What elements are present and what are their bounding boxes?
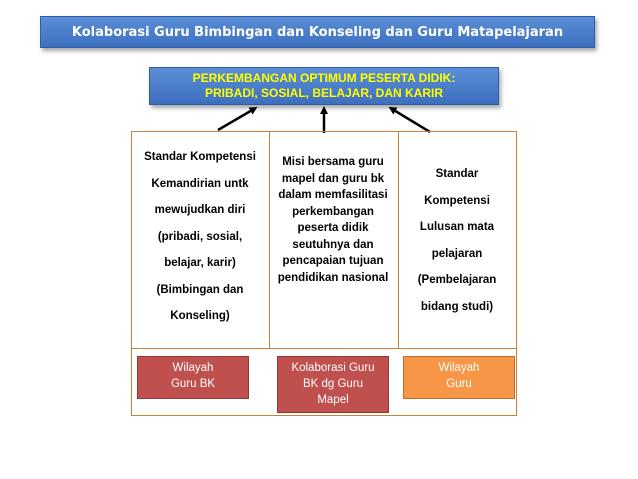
column-bk-line: Standar Kompetensi bbox=[144, 151, 256, 163]
column-bk-line: Kemandirian untk bbox=[151, 177, 249, 190]
slide-title-text: Kolaborasi Guru Bimbingan dan Konseling dan Guru Matapelajaran bbox=[71, 24, 564, 40]
column-shared-line: seutuhnya dan bbox=[292, 238, 374, 251]
column-bk-line: (pribadi, sosial, bbox=[157, 230, 243, 243]
column-mapel-line: (Pembelajaran bbox=[417, 274, 497, 286]
column-mapel-line: Standar bbox=[435, 168, 479, 180]
column-bk-line: mewujudkan diri bbox=[154, 204, 246, 216]
column-mapel-line: pelajaran bbox=[431, 247, 483, 260]
box-wilayah-guru-bk bbox=[137, 356, 249, 399]
column-shared-line: pendidikan nasional bbox=[277, 271, 389, 284]
column-shared-line: perkembangan bbox=[292, 205, 374, 218]
column-bk-text bbox=[133, 144, 267, 330]
column-shared-line: mapel dan guru bk bbox=[281, 172, 385, 185]
box-kolaborasi-line: Kolaborasi Guru bbox=[291, 362, 375, 374]
column-mapel-line: bidang studi) bbox=[420, 300, 494, 313]
box-bk-line: Guru BK bbox=[170, 378, 216, 390]
goal-line-2: PRIBADI, SOSIAL, BELAJAR, DAN KARIR bbox=[204, 86, 443, 100]
arrow-left bbox=[218, 109, 254, 130]
column-mapel-line: Kompetensi bbox=[424, 194, 490, 207]
column-bk-line: belajar, karir) bbox=[164, 257, 236, 269]
arrow-right bbox=[392, 109, 430, 132]
box-bk-line: Wilayah bbox=[172, 362, 214, 374]
box-kolaborasi bbox=[277, 356, 389, 413]
column-bk-line: Konseling) bbox=[170, 310, 230, 322]
column-mapel-line: Lulusan mata bbox=[419, 221, 495, 233]
box-guru-line: Wilayah bbox=[438, 362, 480, 374]
goal-line-1: PERKEMBANGAN OPTIMUM PESERTA DIDIK: bbox=[192, 71, 456, 85]
row-divider bbox=[132, 348, 516, 349]
column-shared-text bbox=[269, 154, 397, 286]
box-kolaborasi-line: BK dg Guru bbox=[302, 378, 364, 390]
column-bk-line: (Bimbingan dan bbox=[156, 283, 244, 296]
box-guru-line: Guru bbox=[446, 378, 472, 390]
column-shared-line: Misi bersama guru bbox=[282, 156, 384, 168]
column-shared-line: peserta didik bbox=[297, 222, 369, 234]
box-kolaborasi-line: Mapel bbox=[317, 394, 349, 406]
box-wilayah-guru bbox=[403, 356, 515, 399]
column-shared-line: dalam memfasilitasi bbox=[278, 189, 388, 201]
column-shared-line: pencapaian tujuan bbox=[282, 255, 384, 267]
column-mapel-text bbox=[399, 161, 515, 320]
